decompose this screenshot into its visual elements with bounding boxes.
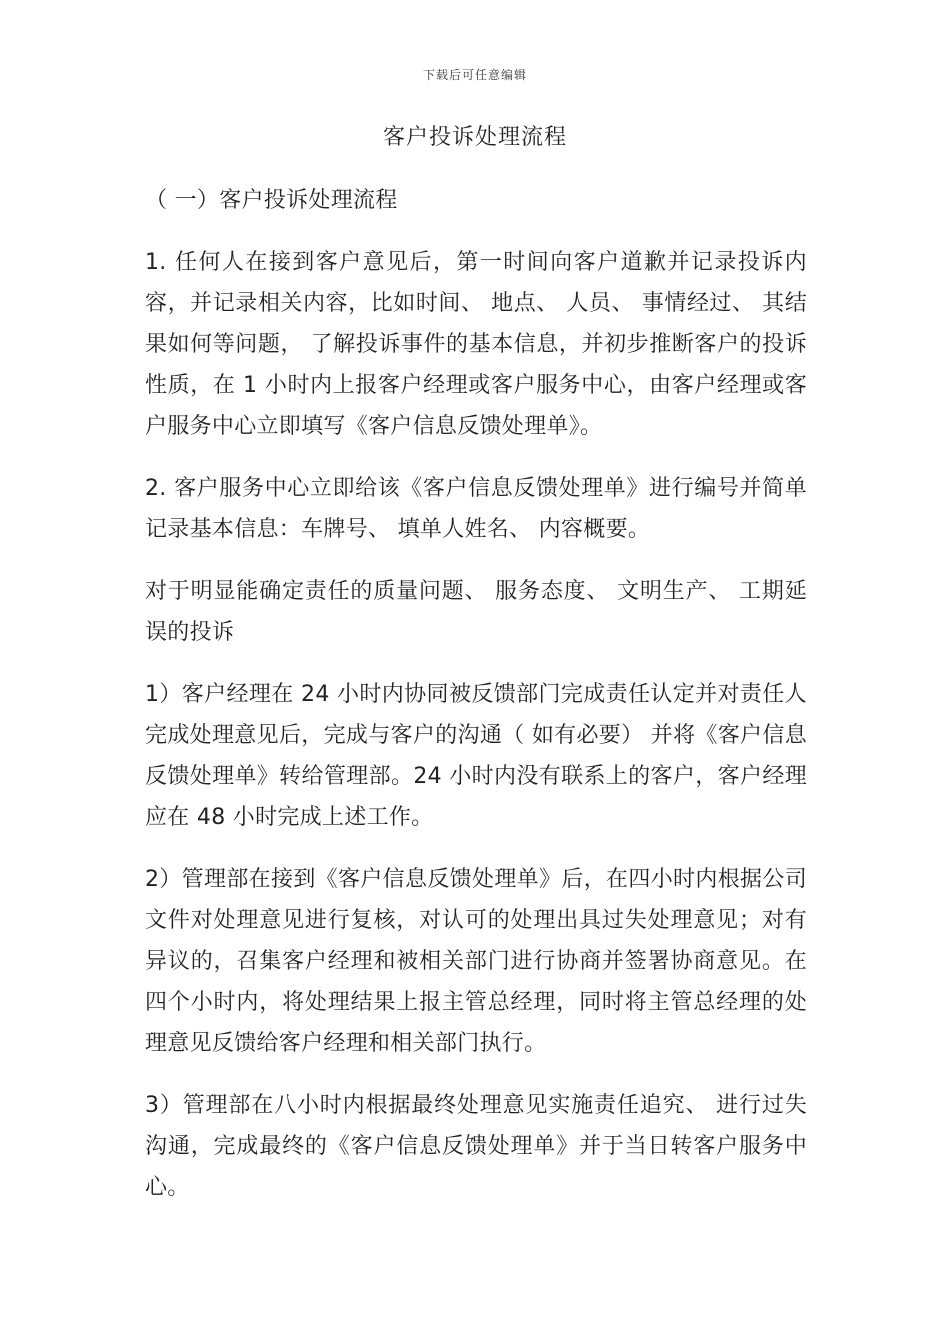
paragraph-step-2: 2. 客户服务中心立即给该《客户信息反馈处理单》进行编号并简单记录基本信息：车牌号、 填单人姓名、 内容概要。 (145, 476, 807, 542)
document-body (145, 180, 807, 1229)
document-title: 客户投诉处理流程 (382, 125, 567, 150)
paragraph-substep-2: 2）管理部在接到《客户信息反馈处理单》后，在四小时内根据公司文件对处理意见进行复核，对认可的处理出具过失处理意见；对有异议的，召集客户经理和被相关部门进行协商并签署协商意见。在四个小时内，将处理结果上报主管总经理，同时将主管总经理的处理意见反馈给客户经理和相关部门执行。 (145, 867, 807, 1056)
paragraph-scope-note: 对于明显能确定责任的质量问题、 服务态度、 文明生产、 工期延误的投诉 (145, 579, 807, 645)
paragraph-step-1: 1. 任何人在接到客户意见后，第一时间向客户道歉并记录投诉内容，并记录相关内容，比如时间、 地点、 人员、 事情经过、 其结果如何等问题， 了解投诉事件的基本信息，并初步推断客户的投诉性质，在 1 小时内上报客户经理或客户服务中心，由客户经理或客户服务中心立即填写《客户信息反馈处理单》。 (145, 250, 807, 439)
paragraph-substep-3: 3）管理部在八小时内根据最终处理意见实施责任追究、 进行过失沟通，完成最终的《客户信息反馈处理单》并于当日转客户服务中心。 (145, 1093, 807, 1200)
page-header-note: 下载后可任意编辑 (422, 68, 527, 82)
paragraph-substep-1: 1）客户经理在 24 小时内协同被反馈部门完成责任认定并对责任人完成处理意见后，完成与客户的沟通（ 如有必要） 并将《客户信息反馈处理单》转给管理部。24 小时内没有联系上的客户，客户经理应在 48 小时完成上述工作。 (145, 682, 807, 830)
section-heading: （ 一）客户投诉处理流程 (145, 188, 398, 213)
